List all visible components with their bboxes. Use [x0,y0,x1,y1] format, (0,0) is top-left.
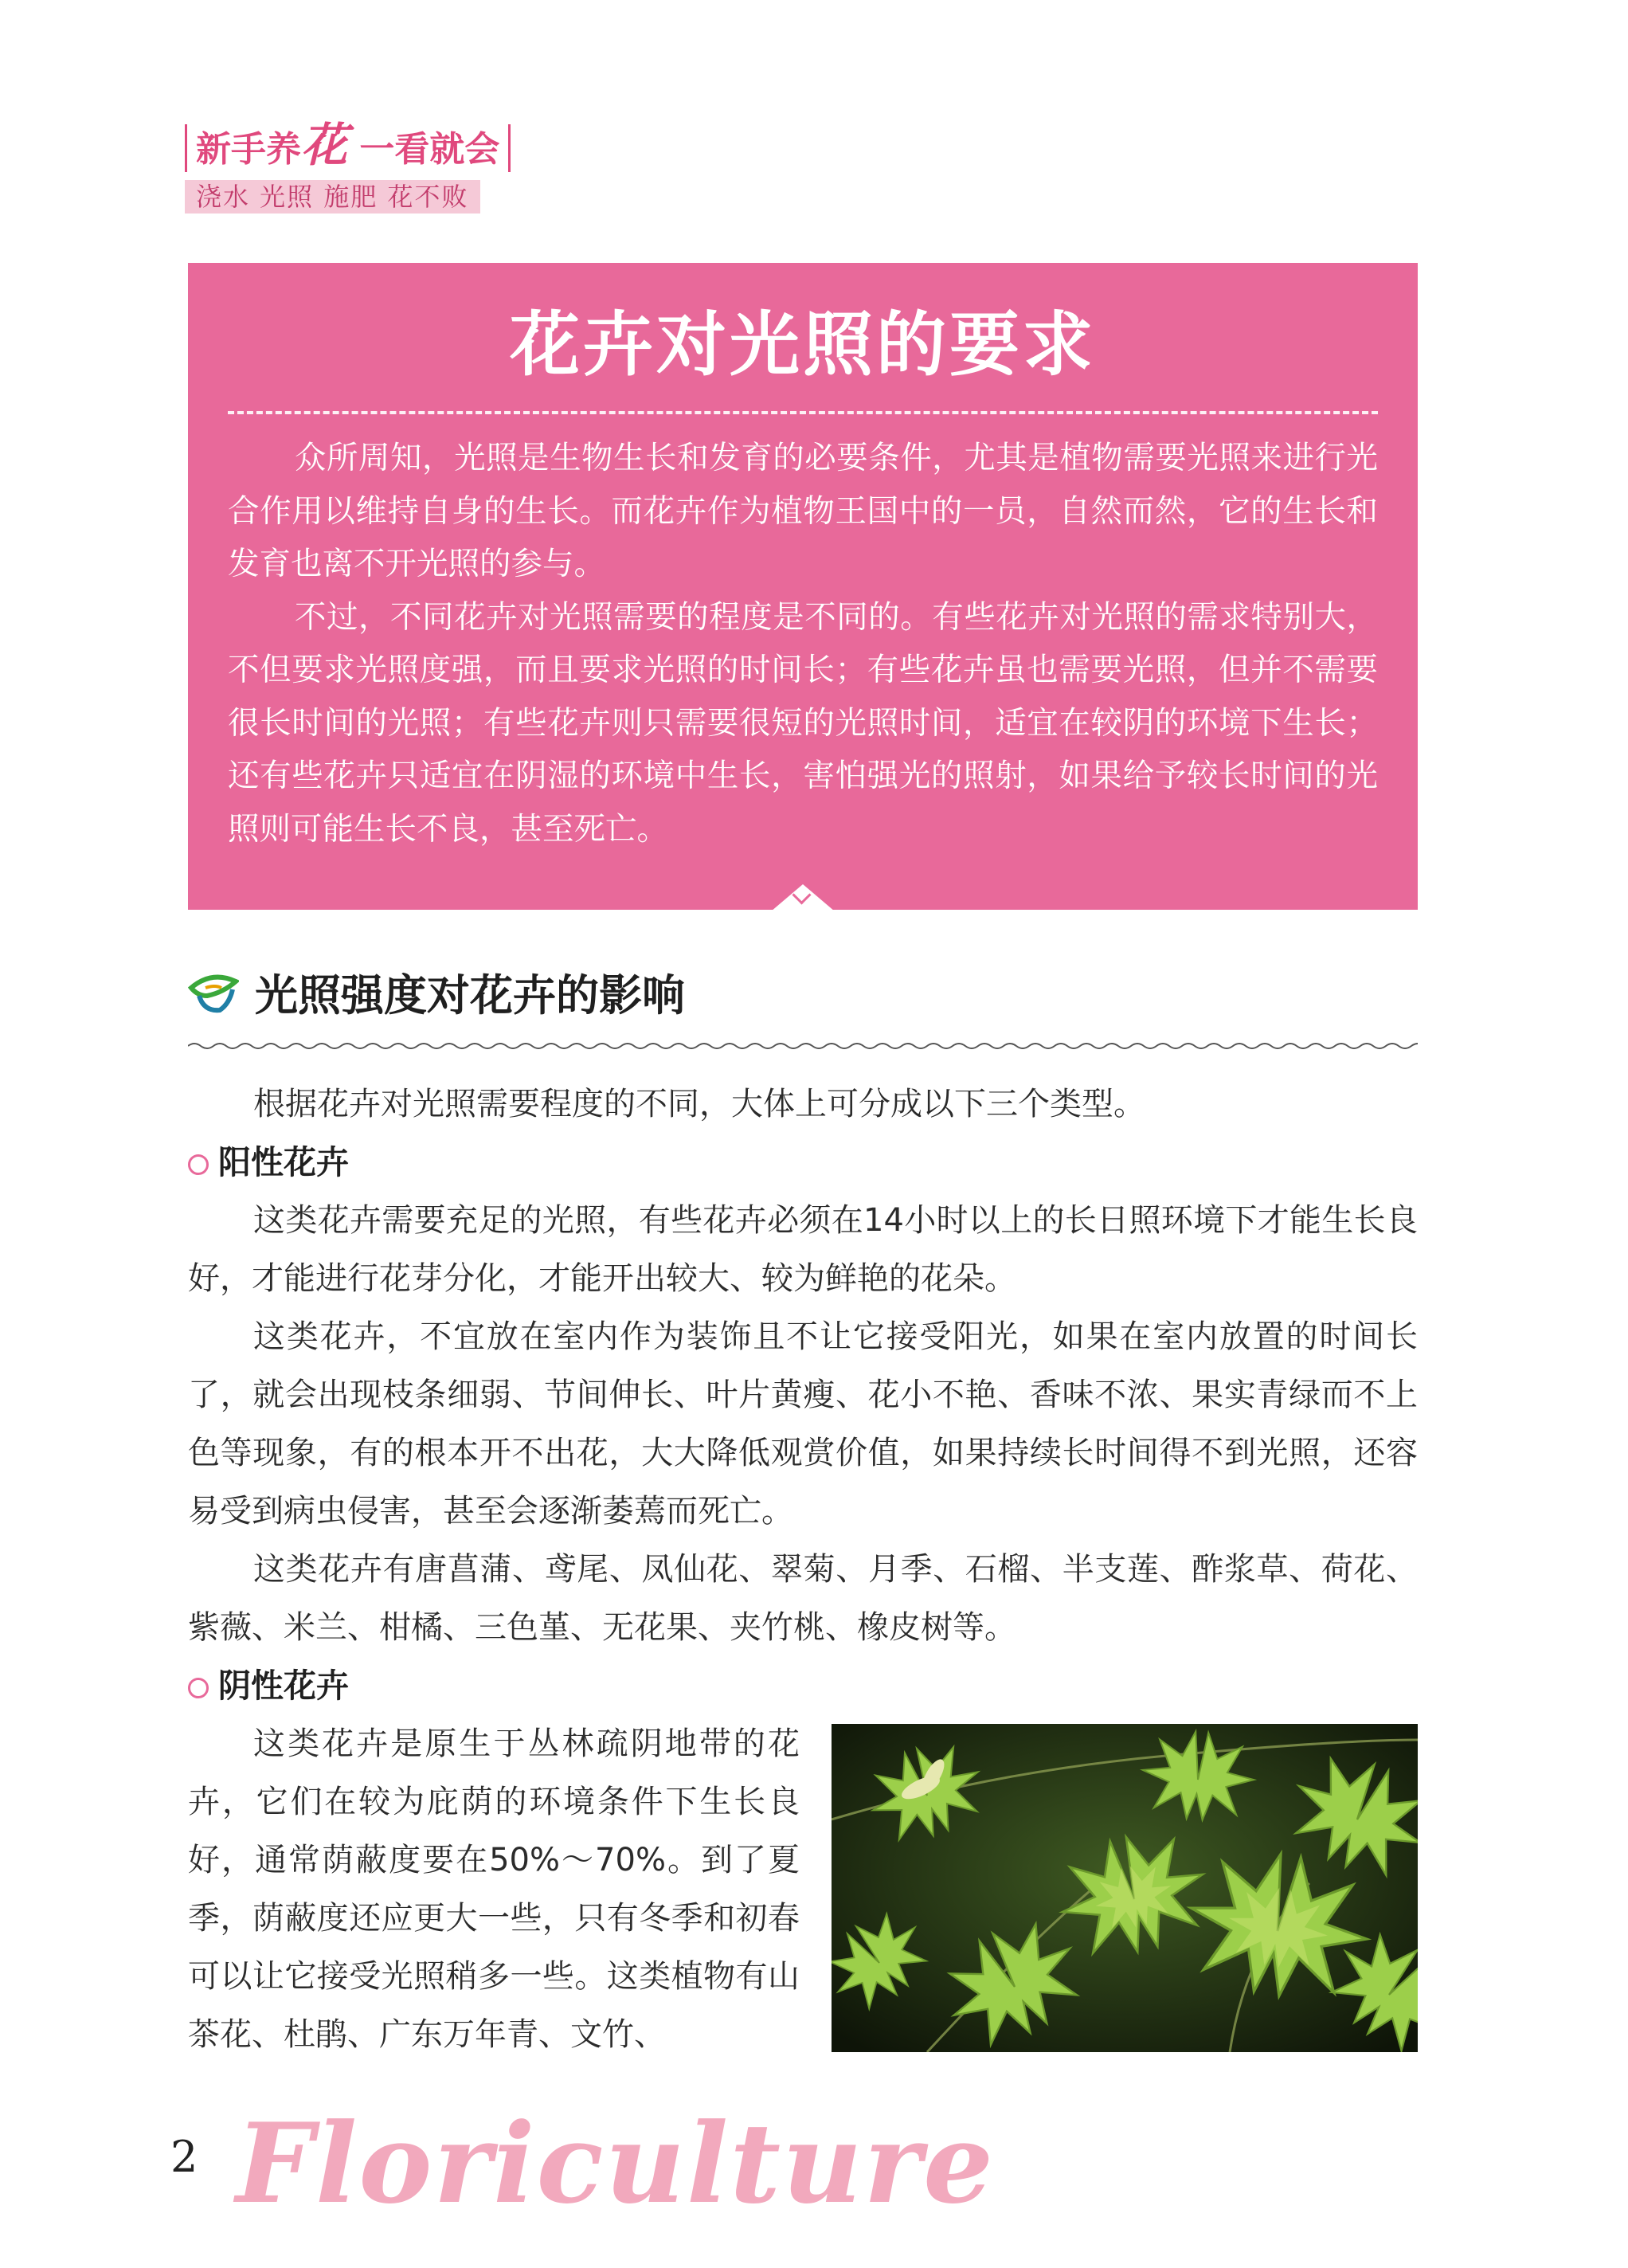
yang-paragraph: 这类花卉，不宜放在室内作为装饰且不让它接受阳光，如果在室内放置的时间长了，就会出现枝条细弱、节间伸长、叶片黄瘦、花小不艳、香味不浓、果实青绿而不上色等现象，有的根本开不出花，大大降低观赏价值，如果持续长时间得不到光照，还容易受到病虫侵害，甚至会逐渐萎蔫而死亡。 [188,1318,1418,1530]
lead-paragraph: 根据花卉对光照需要程度的不同，大体上可分成以下三个类型。 [253,1086,1145,1122]
maple-leaves-photo [832,1724,1418,2052]
intro-dashed-rule [228,411,1378,414]
yang-paragraph: 这类花卉需要充足的光照，有些花卉必须在14小时以上的长日照环境下才能生长良好，才能进行花芽分化，才能开出较大、较为鲜艳的花朵。 [188,1202,1418,1297]
intro-paragraph: 不过，不同花卉对光照需要的程度是不同的。有些花卉对光照的需求特别大，不但要求光照度强，而且要求光照的时间长；有些花卉虽也需要光照，但并不需要很长时间的光照；有些花卉则只需要很短的光照时间，适宜在较阴的环境下生长；还有些花卉只适宜在阴湿的环境中生长，害怕强光的照射，如果给予较长时间的光照则可能生长不良，甚至死亡。 [228,598,1378,848]
subheading-yang-label: 阳性花卉 [218,1143,349,1181]
intro-title: 花卉对光照的要求 [509,304,1096,386]
series-title [185,119,511,175]
intro-paragraph: 众所周知，光照是生物生长和发育的必要条件，尤其是植物需要光照来进行光合作用以维持自身的生长。而花卉作为植物王国中的一员，自然而然，它的生长和发育也离不开光照的参与。 [228,440,1378,582]
subheading-yang [188,1134,1418,1192]
wavy-divider [188,1040,1418,1052]
series-title-pre: 新手养 [196,129,301,170]
intro-box [188,263,1418,910]
section-title: 光照强度对花卉的影响 [255,970,685,1020]
footer-wordmark: Floriculture [236,2098,995,2228]
leaf-logo-icon [188,972,239,1013]
running-header [185,119,511,213]
yang-paragraph: 这类花卉有唐菖蒲、鸢尾、凤仙花、翠菊、月季、石榴、半支莲、酢浆草、荷花、紫薇、米兰、柑橘、三色堇、无花果、夹竹桃、橡皮树等。 [188,1551,1418,1646]
page-number: 2 [170,2132,198,2182]
yin-paragraph: 这类花卉是原生于丛林疏阴地带的花卉，它们在较为庇荫的环境条件下生长良好，通常荫蔽度要在50%～70%。到了夏季，荫蔽度还应更大一些，只有冬季和初春可以让它接受光照稍多一些。这类植物有山茶花、杜鹃、广东万年青、文竹、 [188,1725,800,2053]
subheading-yin [188,1657,1418,1715]
maple-leaves-image [832,1724,1418,2052]
circle-bullet-icon [188,1678,209,1698]
circle-bullet-icon [188,1154,209,1175]
series-title-script: 花 [301,118,348,172]
series-subtitle: 浇水 光照 施肥 花不败 [185,180,480,213]
subheading-yin-label: 阴性花卉 [218,1667,349,1705]
intro-body [228,432,1378,856]
series-title-post: 一看就会 [347,129,500,170]
